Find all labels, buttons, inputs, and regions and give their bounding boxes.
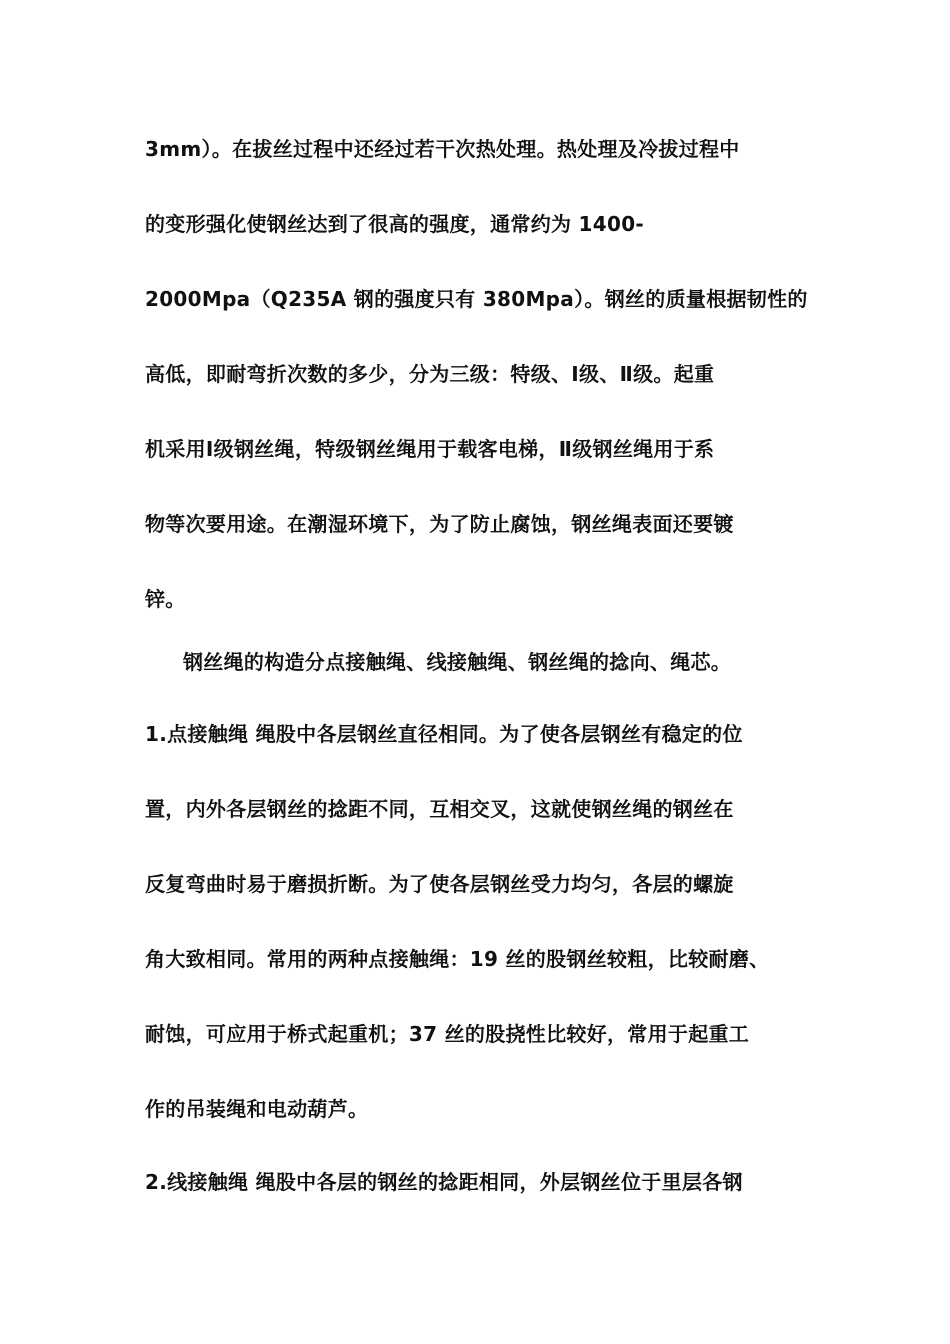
text-line: 高低，即耐弯折次数的多少，分为三级：特级、Ⅰ级、Ⅱ级。起重 bbox=[145, 362, 715, 386]
text-line: 的变形强化使钢丝达到了很高的强度，通常约为 1400- bbox=[145, 212, 645, 236]
section-heading-line: 2.线接触绳 绳股中各层的钢丝的捻距相同，外层钢丝位于里层各钢 bbox=[145, 1170, 743, 1194]
text-line: 耐蚀，可应用于桥式起重机；37 丝的股挠性比较好，常用于起重工 bbox=[145, 1022, 750, 1046]
section-heading-line: 1.点接触绳 绳股中各层钢丝直径相同。为了使各层钢丝有稳定的位 bbox=[145, 722, 743, 746]
text-line: 角大致相同。常用的两种点接触绳：19 丝的股钢丝较粗，比较耐磨、 bbox=[145, 947, 770, 971]
text-line: 锌。 bbox=[145, 587, 186, 611]
text-line: 作的吊装绳和电动葫芦。 bbox=[145, 1097, 369, 1121]
text-line: 2000Mpa（Q235A 钢的强度只有 380Mpa）。钢丝的质量根据韧性的 bbox=[145, 287, 808, 311]
text-line: 机采用Ⅰ级钢丝绳，特级钢丝绳用于载客电梯，Ⅱ级钢丝绳用于系 bbox=[145, 437, 715, 461]
text-line: 物等次要用途。在潮湿环境下，为了防止腐蚀，钢丝绳表面还要镀 bbox=[145, 512, 734, 536]
text-line: 3mm）。在拔丝过程中还经过若干次热处理。热处理及冷拔过程中 bbox=[145, 137, 740, 161]
text-line: 反复弯曲时易于磨损折断。为了使各层钢丝受力均匀，各层的螺旋 bbox=[145, 872, 734, 896]
paragraph-intro-line: 钢丝绳的构造分点接触绳、线接触绳、钢丝绳的捻向、绳芯。 bbox=[183, 650, 732, 674]
text-line: 置，内外各层钢丝的捻距不同，互相交叉，这就使钢丝绳的钢丝在 bbox=[145, 797, 734, 821]
